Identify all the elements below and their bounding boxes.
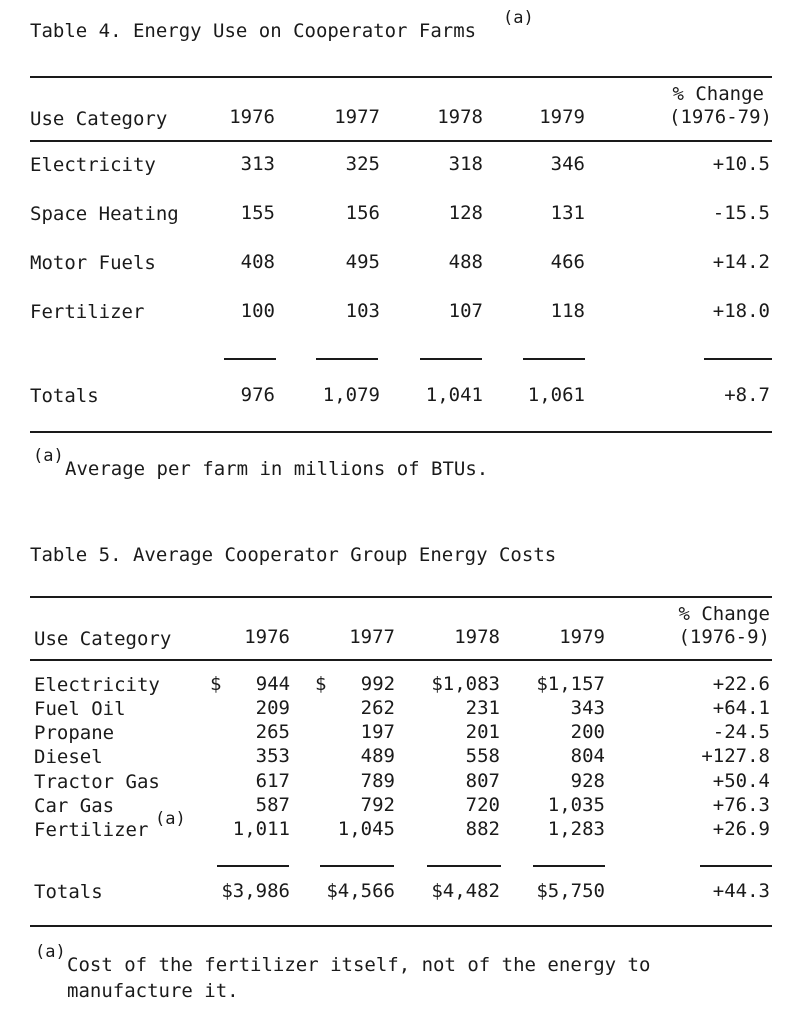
table4-cell: 118 [550, 300, 585, 322]
table4-cell: 318 [448, 153, 483, 175]
table4-total: 1,079 [322, 384, 380, 406]
table4-caption: Table 4. Energy Use on Cooperator Farms [30, 20, 477, 42]
table4-header-rule [30, 140, 772, 142]
table4-top-rule [30, 76, 772, 78]
table5-change: +22.6 [712, 673, 770, 695]
table4-header-year: 1977 [334, 106, 380, 128]
table5-cell: 489 [360, 745, 395, 767]
table4-change: +14.2 [712, 251, 770, 273]
table4-footnote-mark: (a) [33, 446, 64, 466]
table5-cell: $ 944 [210, 673, 291, 695]
table5-header-year: 1977 [349, 626, 395, 648]
table5-change: +50.4 [712, 770, 770, 792]
table4-cell: 313 [240, 153, 275, 175]
table5-cell: 262 [360, 697, 395, 719]
table5-total: $5,750 [536, 880, 605, 902]
table4-cell: 107 [448, 300, 483, 322]
table5-header-category: Use Category [34, 628, 172, 650]
table4-cell: 155 [240, 202, 275, 224]
table5-row-label: Fuel Oil [34, 698, 126, 720]
table5-cell: 804 [570, 745, 605, 767]
table4-change: +18.0 [712, 300, 770, 322]
table4-cell: 488 [448, 251, 483, 273]
table5-totals-label: Totals [34, 881, 103, 903]
table5-header-year: 1976 [244, 626, 290, 648]
table5-change: +26.9 [712, 818, 770, 840]
table5-caption: Table 5. Average Cooperator Group Energy Costs [30, 544, 557, 566]
table4-sum-rule [316, 358, 378, 360]
table5-footnote-mark: (a) [35, 942, 66, 962]
table5-change: +64.1 [712, 697, 770, 719]
table5-row-label: Tractor Gas [34, 771, 160, 793]
table4-caption-note: (a) [503, 8, 534, 28]
table5-header-change: % Change [678, 603, 770, 625]
table4-total: 976 [240, 384, 275, 406]
table4-sum-rule [523, 358, 585, 360]
table5-cell: 231 [465, 697, 500, 719]
table5-cell: 807 [465, 770, 500, 792]
table5-fertilizer-note: (a) [155, 809, 186, 829]
table4-cell: 128 [448, 202, 483, 224]
table4-change: +10.5 [712, 153, 770, 175]
table4-cell: 131 [550, 202, 585, 224]
table5-cell: 201 [465, 721, 500, 743]
table5-cell: 720 [465, 794, 500, 816]
table5-cell: 558 [465, 745, 500, 767]
table5-sum-rule [700, 865, 772, 867]
table5-footnote-line1: Cost of the fertilizer itself, not of the energy to [67, 954, 651, 976]
table5-cell: 882 [465, 818, 500, 840]
table4-total: 1,041 [425, 384, 483, 406]
table4-footnote: Average per farm in millions of BTUs. [65, 458, 489, 480]
table4-cell: 346 [550, 153, 585, 175]
table4-total-change: +8.7 [724, 384, 770, 406]
table5-cell: 1,011 [232, 818, 290, 840]
table4-cell: 100 [240, 300, 275, 322]
table5-cell: 792 [360, 794, 395, 816]
table4-header-category: Use Category [30, 108, 168, 130]
table4-header-year: 1979 [539, 106, 585, 128]
table5-row-label: Car Gas [34, 795, 115, 817]
table5-footnote-line2: manufacture it. [67, 980, 239, 1002]
table5-bottom-rule [30, 925, 772, 927]
table4-cell: 325 [345, 153, 380, 175]
table5-change: -24.5 [712, 721, 770, 743]
table5-sum-rule [217, 865, 289, 867]
table5-row-label: Diesel [34, 746, 103, 768]
table5-total-change: +44.3 [712, 880, 770, 902]
table5-cell: 265 [255, 721, 290, 743]
table5-cell: 617 [255, 770, 290, 792]
table4-sum-rule [420, 358, 482, 360]
table5-sum-rule [320, 865, 394, 867]
table4-cell: 156 [345, 202, 380, 224]
table4-sum-rule [704, 358, 772, 360]
table5-change: +76.3 [712, 794, 770, 816]
table4-bottom-rule [30, 431, 772, 433]
table5-cell: 200 [570, 721, 605, 743]
table5-row-label: Electricity [34, 674, 160, 696]
table4-row-label: Fertilizer [30, 301, 145, 323]
table5-row-label: Fertilizer [34, 819, 149, 841]
table5-cell: $ 992 [315, 673, 396, 695]
table4-header-change: % Change [672, 83, 764, 105]
table4-cell: 103 [345, 300, 380, 322]
table4-cell: 466 [550, 251, 585, 273]
table5-total: $4,482 [431, 880, 500, 902]
table5-cell: 789 [360, 770, 395, 792]
table4-sum-rule [224, 358, 276, 360]
table5-sum-rule [533, 865, 605, 867]
table5-cell: 928 [570, 770, 605, 792]
table5-cell: 587 [255, 794, 290, 816]
table4-totals-label: Totals [30, 385, 99, 407]
table4-cell: 408 [240, 251, 275, 273]
table5-cell: 209 [255, 697, 290, 719]
table5-header-change-years: (1976-9) [678, 626, 770, 648]
table5-cell: 1,045 [337, 818, 395, 840]
table5-cell: $1,157 [536, 673, 605, 695]
table4-header-change-years: (1976-79) [669, 106, 772, 128]
table5-sum-rule [427, 865, 501, 867]
table5-change: +127.8 [701, 745, 770, 767]
table5-header-year: 1979 [559, 626, 605, 648]
table5-cell: 1,283 [547, 818, 605, 840]
table4-header-year: 1978 [437, 106, 483, 128]
table5-total: $4,566 [326, 880, 395, 902]
table4-row-label: Motor Fuels [30, 252, 156, 274]
table4-cell: 495 [345, 251, 380, 273]
table5-header-year: 1978 [454, 626, 500, 648]
table4-row-label: Space Heating [30, 203, 179, 225]
table5-cell: 343 [570, 697, 605, 719]
table4-header-year: 1976 [229, 106, 275, 128]
table5-cell: $1,083 [431, 673, 500, 695]
table4-row-label: Electricity [30, 154, 156, 176]
table4-change: -15.5 [712, 202, 770, 224]
table5-cell: 1,035 [547, 794, 605, 816]
table4-total: 1,061 [527, 384, 585, 406]
table5-cell: 197 [360, 721, 395, 743]
table5-top-rule [30, 596, 772, 598]
table5-header-rule [30, 659, 772, 661]
table5-total: $3,986 [221, 880, 290, 902]
table5-cell: 353 [255, 745, 290, 767]
table5-row-label: Propane [34, 722, 115, 744]
